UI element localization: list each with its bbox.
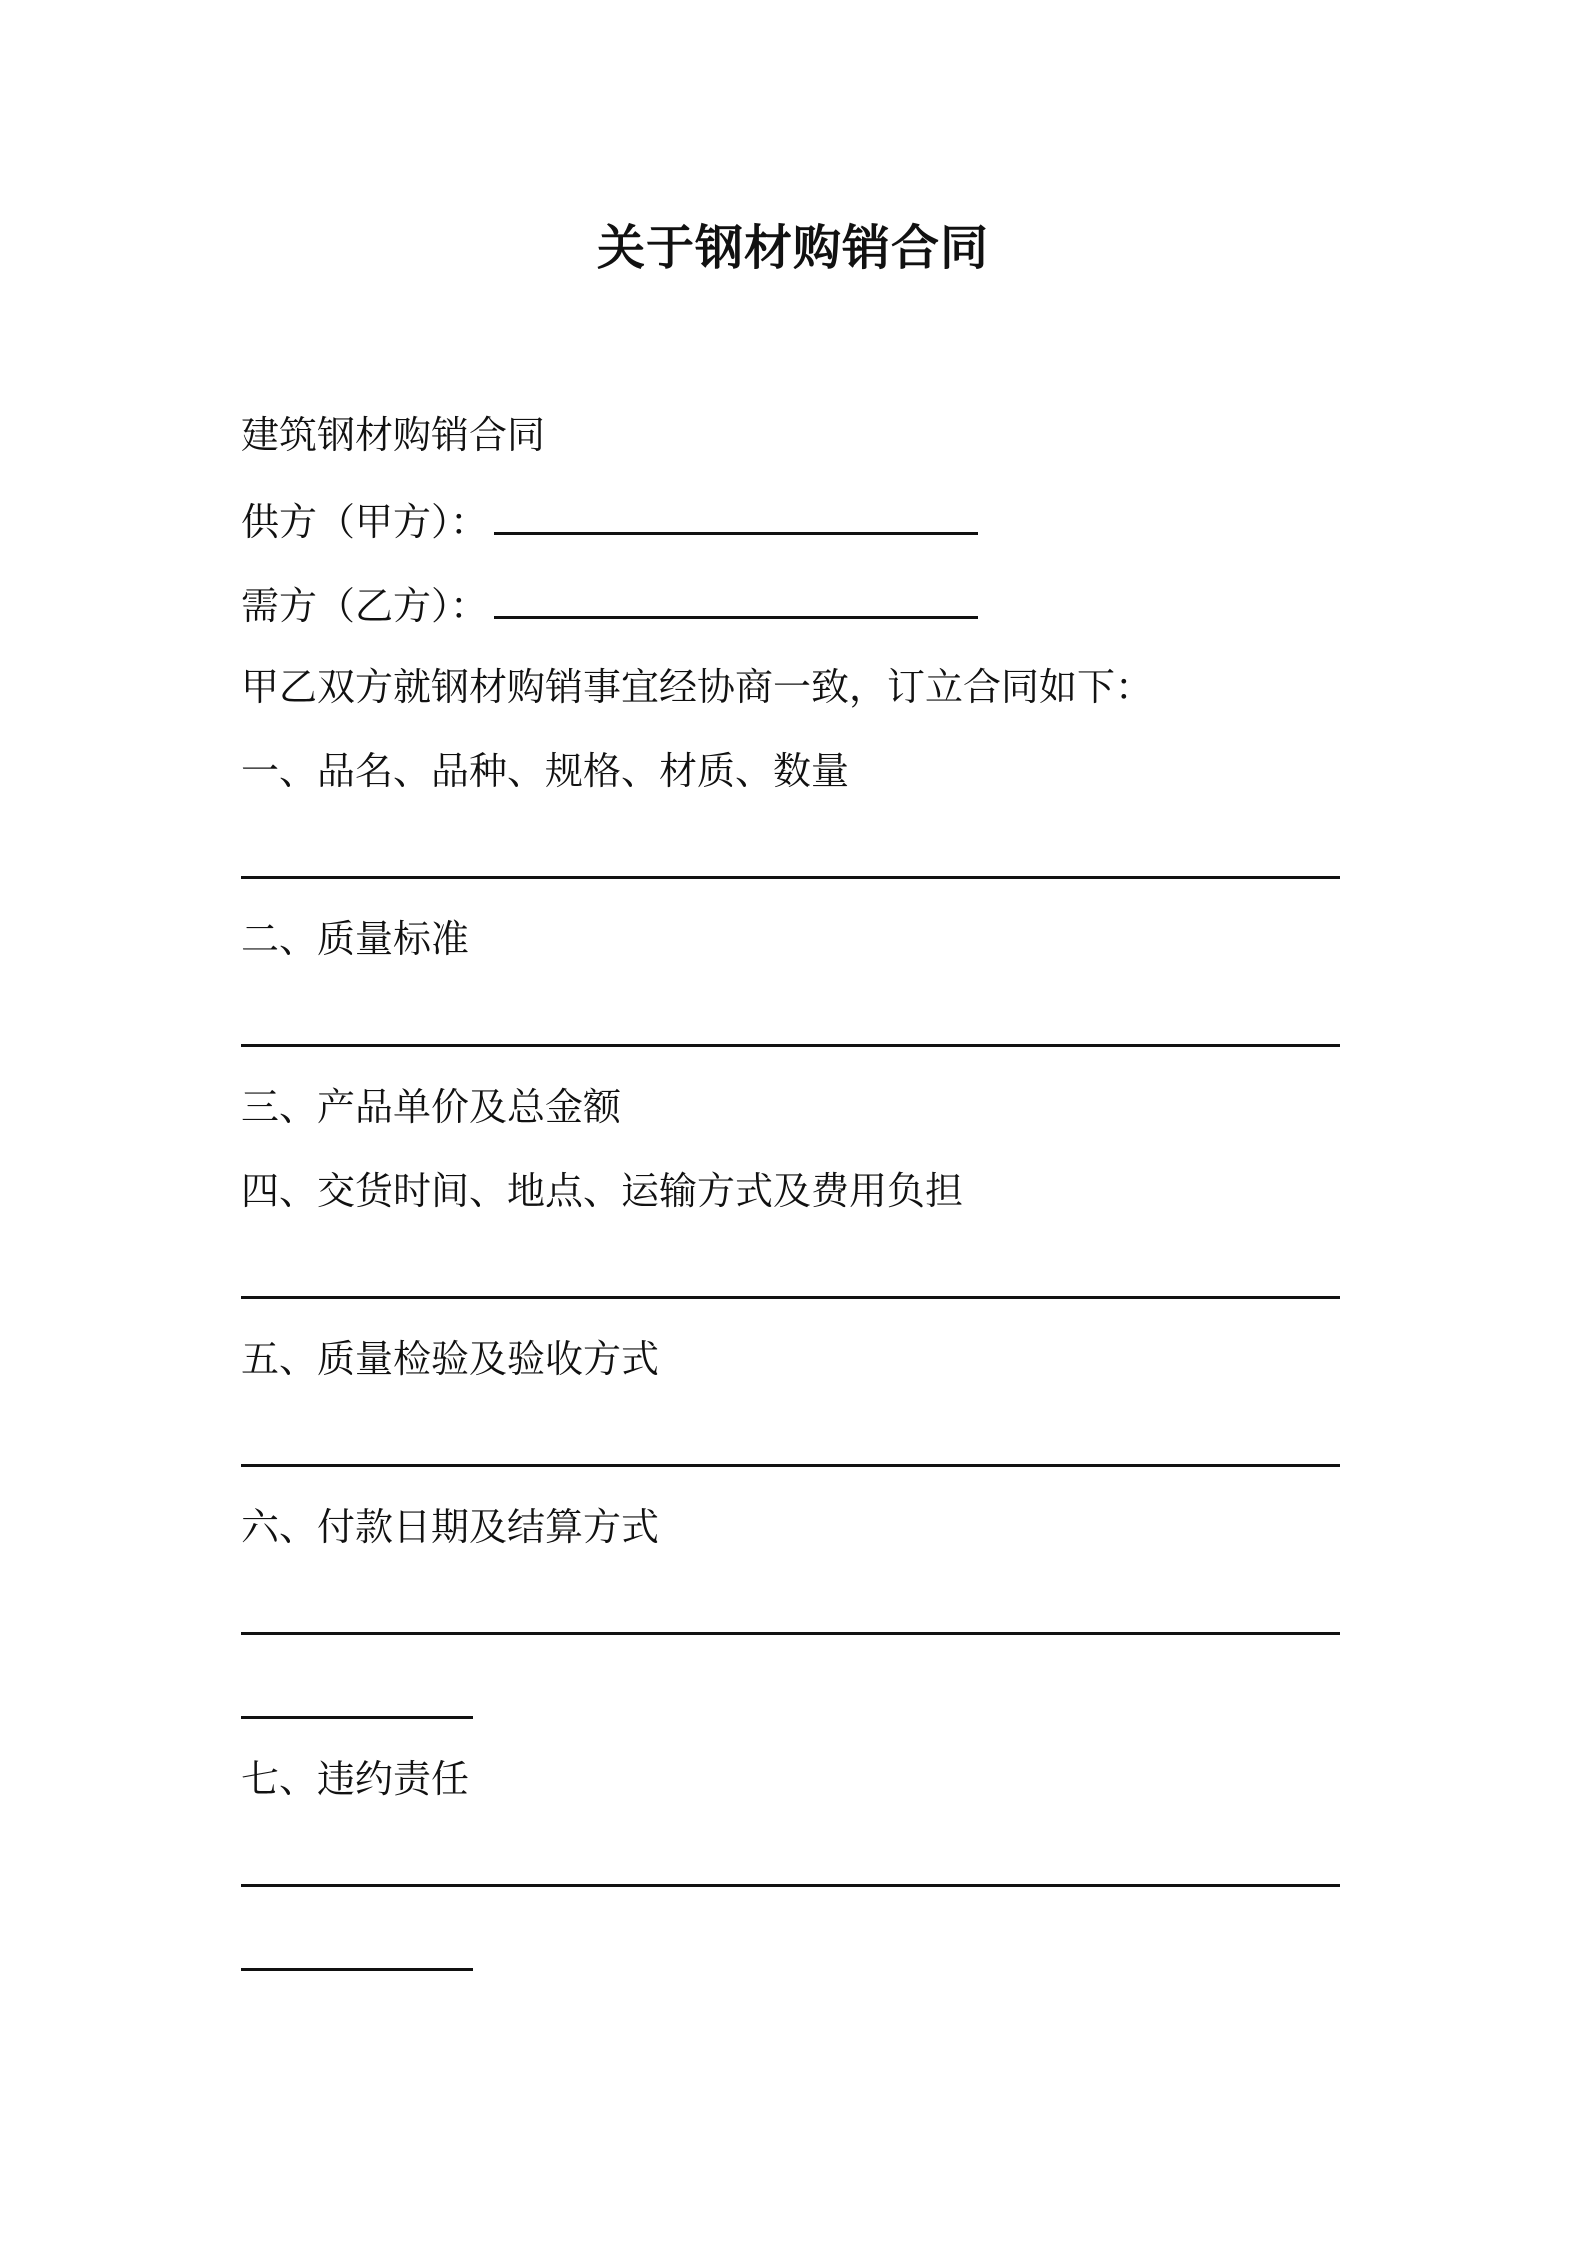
- section-heading: 五、质量检验及验收方式: [241, 1337, 660, 1381]
- blank-line: [241, 1632, 1340, 1635]
- blank-line: [241, 1296, 1340, 1299]
- intro-text: 甲乙双方就钢材购销事宜经协商一致，订立合同如下：: [241, 665, 1154, 709]
- blank-line: [241, 1884, 1340, 1887]
- document-title: 关于钢材购销合同: [596, 220, 989, 276]
- blank-line: [241, 876, 1340, 879]
- section-heading: 三、产品单价及总金额: [241, 1085, 622, 1129]
- blank-line: [241, 1968, 473, 1971]
- supplier-label: 供方（甲方）：: [241, 500, 489, 544]
- supplier-blank: [494, 496, 978, 535]
- blank-line: [241, 1716, 473, 1719]
- section-heading: 六、付款日期及结算方式: [241, 1505, 660, 1549]
- section-heading: 一、品名、品种、规格、材质、数量: [241, 749, 850, 793]
- contract-subtitle: 建筑钢材购销合同: [241, 413, 546, 457]
- section-heading: 七、违约责任: [241, 1757, 470, 1801]
- blank-line: [241, 1044, 1340, 1047]
- buyer-line: [241, 580, 978, 629]
- buyer-blank: [494, 580, 978, 619]
- supplier-line: [241, 496, 978, 545]
- section-heading: 四、交货时间、地点、运输方式及费用负担: [241, 1169, 964, 1213]
- buyer-label: 需方（乙方）：: [241, 584, 489, 628]
- section-heading: 二、质量标准: [241, 917, 470, 961]
- blank-line: [241, 1464, 1340, 1467]
